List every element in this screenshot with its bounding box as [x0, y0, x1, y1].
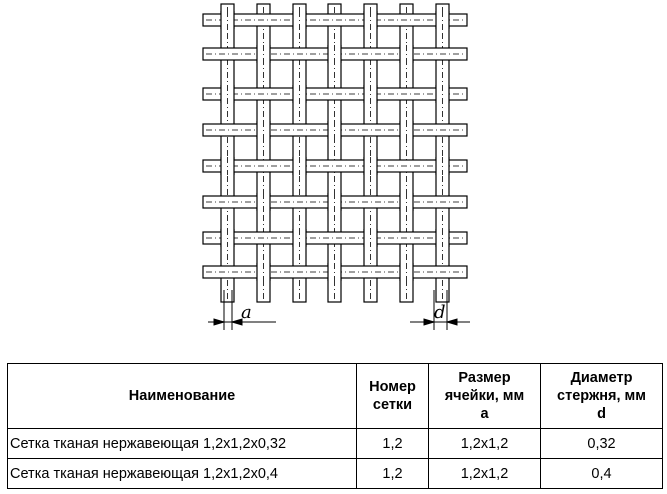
- header-line: Номер: [369, 379, 416, 395]
- header-line: a: [480, 406, 489, 422]
- header-cell-size: [429, 364, 541, 429]
- header-line: Диаметр: [570, 370, 633, 386]
- table-row: [8, 459, 663, 489]
- header-line: Наименование: [128, 388, 236, 404]
- cell-number: 1,2: [357, 459, 429, 489]
- cell-number: 1,2: [357, 429, 429, 459]
- cell-diameter: 0,4: [541, 459, 663, 489]
- header-name: [8, 364, 357, 429]
- header-wire-diameter: [541, 364, 663, 429]
- table-row: [8, 429, 663, 459]
- cell-name: Сетка тканая нержавеющая 1,2х1,2х0,4: [8, 459, 357, 489]
- woven-mesh-diagram: [195, 0, 485, 335]
- cell-name: Сетка тканая нержавеющая 1,2х1,2х0,32: [8, 429, 357, 459]
- table-body: [8, 429, 663, 489]
- table-header-row: [8, 364, 663, 429]
- header-number: [357, 364, 429, 429]
- header-line: Размер: [458, 370, 511, 386]
- cell-diameter: 0,32: [541, 429, 663, 459]
- dimension-a-label: a: [241, 302, 252, 323]
- mesh-weave: [203, 4, 467, 302]
- header-line: стержня, мм: [557, 388, 646, 404]
- spec-table: [7, 363, 663, 489]
- cell-size: 1,2х1,2: [429, 429, 541, 459]
- cell-size: 1,2х1,2: [429, 459, 541, 489]
- header-line: ячейки, мм: [444, 388, 525, 404]
- header-line: d: [597, 406, 606, 422]
- dimension-d-label: d: [434, 302, 446, 323]
- header-line: сетки: [372, 397, 413, 413]
